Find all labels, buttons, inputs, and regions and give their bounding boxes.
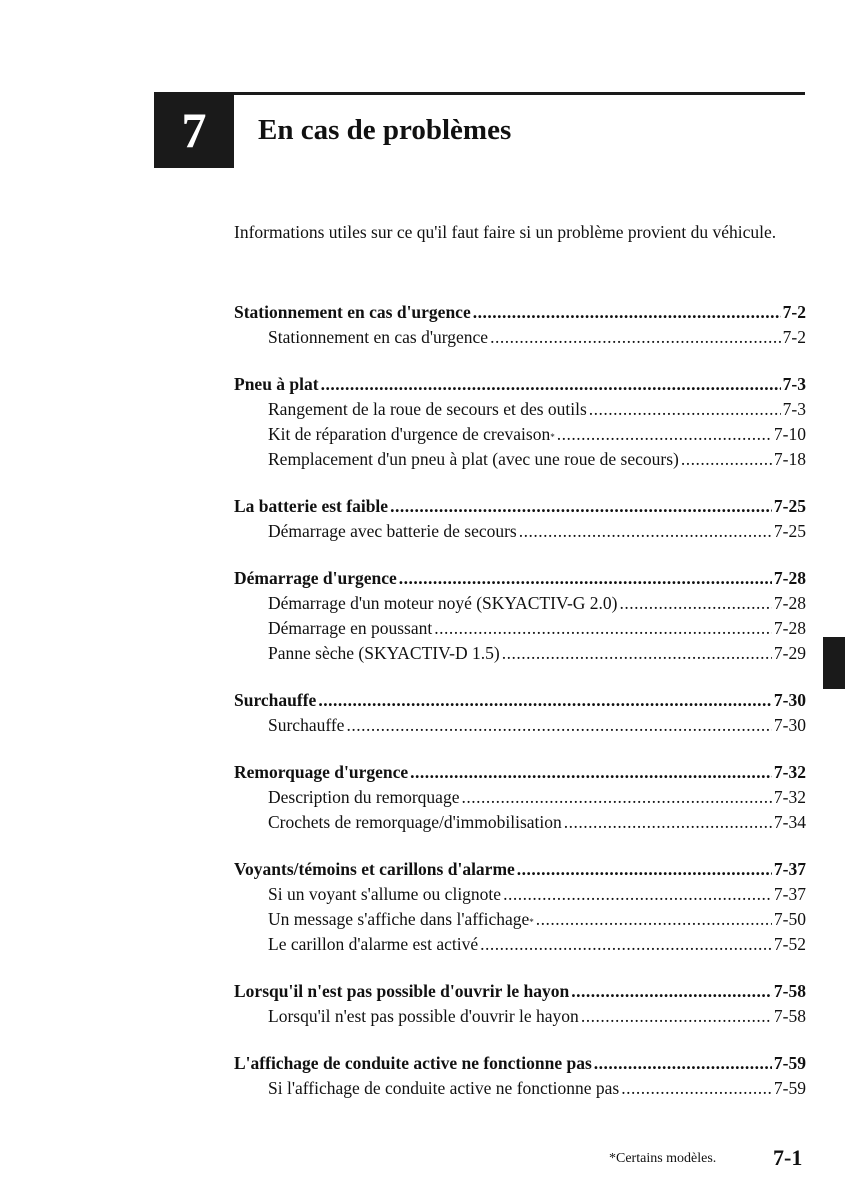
toc-sub-entry	[234, 397, 806, 422]
toc-sub-entry	[234, 1076, 806, 1101]
toc-entry-label: Un message s'affiche dans l'affichage	[268, 909, 530, 929]
dot-leader	[620, 591, 772, 616]
toc-sub-entry	[234, 519, 806, 544]
toc-page-ref: 7-34	[773, 812, 806, 832]
toc-page-ref: 7-28	[773, 593, 806, 613]
toc-entry-label: Voyants/témoins et carillons d'alarme	[234, 859, 515, 879]
toc-page-ref: 7-25	[773, 521, 806, 541]
toc-section-entry	[234, 979, 806, 1004]
toc-entry-label: Remorquage d'urgence	[234, 762, 409, 782]
toc-sub-entry	[234, 616, 806, 641]
toc-section	[234, 857, 806, 957]
toc-section	[234, 979, 806, 1029]
page-number: 7-1	[773, 1145, 803, 1170]
toc-section	[234, 300, 806, 350]
toc-section	[234, 1051, 806, 1101]
toc-sub-entry	[234, 1004, 806, 1029]
dot-leader	[390, 494, 772, 519]
toc-sub-entry	[234, 932, 806, 957]
toc-entry-label: Lorsqu'il n'est pas possible d'ouvrir le hayon	[268, 1006, 579, 1026]
toc-entry-label: Si l'affichage de conduite active ne fonctionne pas	[268, 1078, 620, 1098]
chapter-number-box: 7	[154, 92, 234, 168]
dot-leader	[589, 397, 781, 422]
toc-entry-label: Crochets de remorquage/d'immobilisation	[268, 812, 562, 832]
toc-page-ref: 7-59	[773, 1053, 806, 1073]
toc-entry-label: Pneu à plat	[234, 374, 319, 394]
toc-entry-label: Si un voyant s'allume ou clignote	[268, 884, 502, 904]
header-rule	[234, 92, 805, 95]
dot-leader	[517, 857, 772, 882]
toc-section-entry	[234, 494, 806, 519]
toc-page-ref: 7-59	[773, 1078, 806, 1098]
toc-page-ref: 7-3	[782, 399, 806, 419]
toc-sub-entry	[234, 713, 806, 738]
toc-entry-label: L'affichage de conduite active ne fonctionne pas	[234, 1053, 592, 1073]
dot-leader	[557, 422, 772, 447]
toc-entry-label: Démarrage d'urgence	[234, 568, 397, 588]
dot-leader	[564, 810, 772, 835]
toc-entry-label: Le carillon d'alarme est activé	[268, 934, 479, 954]
toc-page-ref: 7-2	[782, 327, 806, 347]
dot-leader	[536, 907, 772, 932]
toc-sub-entry	[234, 882, 806, 907]
toc-section-entry	[234, 857, 806, 882]
toc-entry-label: Stationnement en cas d'urgence	[234, 302, 471, 322]
toc-section	[234, 760, 806, 835]
dot-leader	[461, 785, 771, 810]
toc-entry-label: Surchauffe	[268, 715, 345, 735]
dot-leader	[571, 979, 772, 1004]
toc-section-entry	[234, 688, 806, 713]
toc-entry-label: Démarrage en poussant	[268, 618, 433, 638]
toc-page-ref: 7-30	[773, 715, 806, 735]
dot-leader	[434, 616, 772, 641]
toc-entry-label: Rangement de la roue de secours et des outils	[268, 399, 587, 419]
toc-page-ref: 7-30	[773, 690, 806, 710]
dot-leader	[399, 566, 772, 591]
toc-section-entry	[234, 300, 806, 325]
toc-section	[234, 494, 806, 544]
toc-page-ref: 7-3	[782, 374, 806, 394]
toc-sub-entry: Kit de réparation d'urgence de crevaison * ..... 7-10	[234, 422, 806, 447]
dot-leader	[318, 688, 772, 713]
toc-section-entry	[234, 372, 806, 397]
chapter-title: En cas de problèmes	[258, 114, 512, 146]
dot-leader	[410, 760, 772, 785]
toc-page-ref: 7-32	[773, 787, 806, 807]
toc-page-ref: 7-52	[773, 934, 806, 954]
toc-page-ref: 7-50	[773, 909, 806, 929]
toc-entry-label: Surchauffe	[234, 690, 317, 710]
toc-page-ref: 7-32	[773, 762, 806, 782]
toc-entry-label: Lorsqu'il n'est pas possible d'ouvrir le hayon	[234, 981, 570, 1001]
toc-page-ref: 7-10	[773, 424, 806, 444]
toc-page-ref: 7-58	[773, 1006, 806, 1026]
toc-entry-label: Remplacement d'un pneu à plat (avec une roue de secours)	[268, 449, 679, 469]
toc-entry-label: Description du remorquage	[268, 787, 460, 807]
toc-sub-entry	[234, 810, 806, 835]
toc-page-ref: 7-2	[782, 302, 806, 322]
toc-sub-entry: Un message s'affiche dans l'affichage * ..... 7-50	[234, 907, 806, 932]
intro-text: Informations utiles sur ce qu'il faut faire si un problème provient du véhicule.	[234, 222, 777, 242]
footnote: *Certains modèles.	[609, 1151, 717, 1166]
table-of-contents	[234, 300, 806, 1123]
toc-section-entry	[234, 760, 806, 785]
dot-leader	[594, 1051, 772, 1076]
dot-leader	[519, 519, 772, 544]
toc-page-ref: 7-58	[773, 981, 806, 1001]
dot-leader	[502, 641, 772, 666]
dot-leader	[503, 882, 772, 907]
toc-entry-label: Panne sèche (SKYACTIV-D 1.5)	[268, 643, 500, 663]
toc-section	[234, 566, 806, 666]
toc-page-ref: 7-29	[773, 643, 806, 663]
toc-entry-label: Démarrage d'un moteur noyé (SKYACTIV-G 2.0)	[268, 593, 618, 613]
toc-sub-entry	[234, 641, 806, 666]
toc-sub-entry	[234, 325, 806, 350]
toc-entry-label: Démarrage avec batterie de secours	[268, 521, 517, 541]
toc-section-entry	[234, 566, 806, 591]
dot-leader	[480, 932, 772, 957]
chapter-thumb-tab	[823, 637, 845, 689]
toc-entry-label: Kit de réparation d'urgence de crevaison	[268, 424, 551, 444]
dot-leader	[581, 1004, 772, 1029]
toc-section-entry	[234, 1051, 806, 1076]
toc-section	[234, 372, 806, 472]
toc-page-ref: 7-37	[773, 859, 806, 879]
toc-page-ref: 7-28	[773, 618, 806, 638]
dot-leader	[490, 325, 781, 350]
toc-page-ref: 7-28	[773, 568, 806, 588]
dot-leader	[473, 300, 781, 325]
dot-leader	[321, 372, 781, 397]
dot-leader	[621, 1076, 772, 1101]
dot-leader	[681, 447, 772, 472]
toc-page-ref: 7-18	[773, 449, 806, 469]
toc-entry-label: Stationnement en cas d'urgence	[268, 327, 489, 347]
toc-sub-entry	[234, 591, 806, 616]
toc-sub-entry	[234, 785, 806, 810]
toc-page-ref: 7-37	[773, 884, 806, 904]
toc-page-ref: 7-25	[773, 496, 806, 516]
toc-sub-entry	[234, 447, 806, 472]
toc-section	[234, 688, 806, 738]
toc-entry-label: La batterie est faible	[234, 496, 389, 516]
dot-leader	[346, 713, 771, 738]
